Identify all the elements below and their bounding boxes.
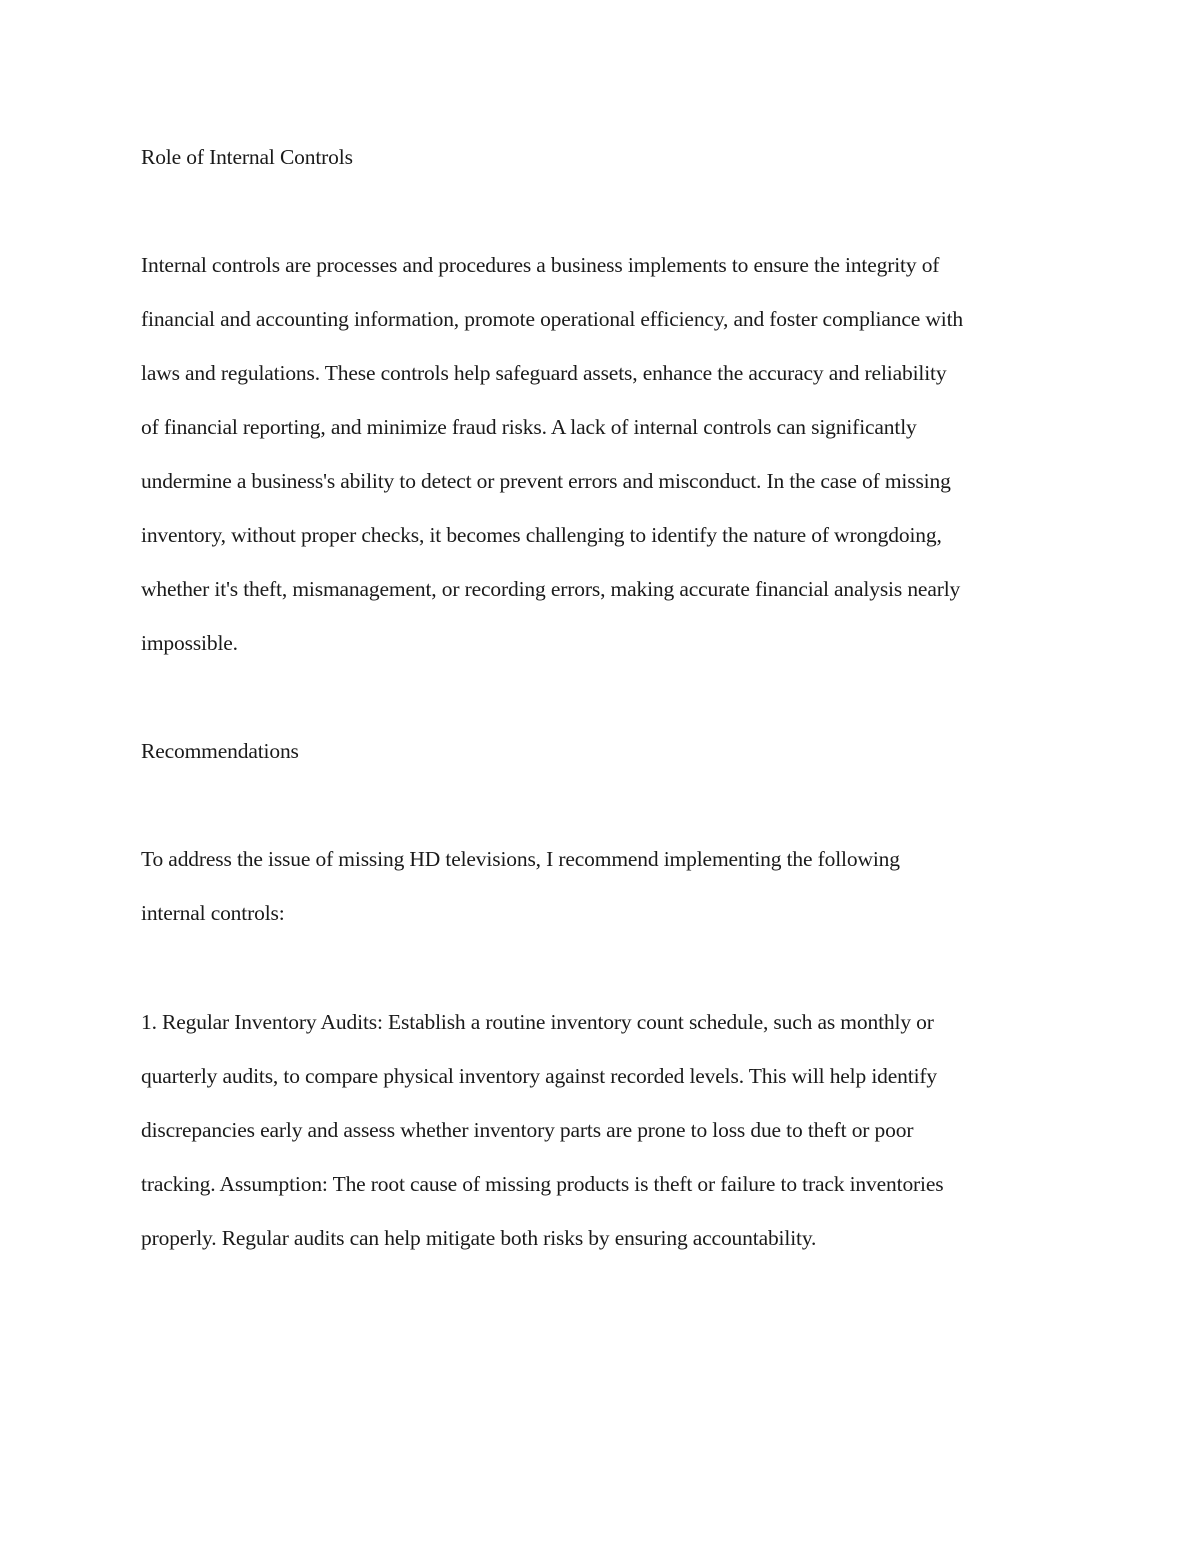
- paragraph-line: laws and regulations. These controls help safeguard assets, enhance the accuracy and reliability: [141, 361, 947, 385]
- paragraph-line: of financial reporting, and minimize fraud risks. A lack of internal controls can significantly: [141, 415, 917, 439]
- paragraph-line: discrepancies early and assess whether inventory parts are prone to loss due to theft or poor: [141, 1118, 914, 1142]
- paragraph-line: To address the issue of missing HD televisions, I recommend implementing the following: [141, 847, 900, 871]
- paragraph-line: whether it's theft, mismanagement, or recording errors, making accurate financial analysis nearly: [141, 577, 961, 601]
- paragraph-line: financial and accounting information, promote operational efficiency, and foster compliance with: [141, 307, 964, 331]
- section-heading-recommendations: Recommendations: [141, 739, 299, 763]
- paragraph-line: internal controls:: [141, 901, 285, 925]
- paragraph-line: 1. Regular Inventory Audits: Establish a routine inventory count schedule, such as monthly or: [141, 1010, 934, 1034]
- paragraph-line: impossible.: [141, 631, 238, 655]
- paragraph-line: tracking. Assumption: The root cause of missing products is theft or failure to track inventories: [141, 1172, 944, 1196]
- paragraph-line: inventory, without proper checks, it becomes challenging to identify the nature of wrongdoing,: [141, 523, 942, 547]
- section-heading-role-of-internal-controls: Role of Internal Controls: [141, 145, 353, 169]
- paragraph-line: properly. Regular audits can help mitigate both risks by ensuring accountability.: [141, 1226, 817, 1250]
- paragraph-line: Internal controls are processes and procedures a business implements to ensure the integrity of: [141, 253, 940, 277]
- paragraph-line: undermine a business's ability to detect or prevent errors and misconduct. In the case of missing: [141, 469, 951, 493]
- paragraph-line: quarterly audits, to compare physical inventory against recorded levels. This will help identify: [141, 1064, 938, 1088]
